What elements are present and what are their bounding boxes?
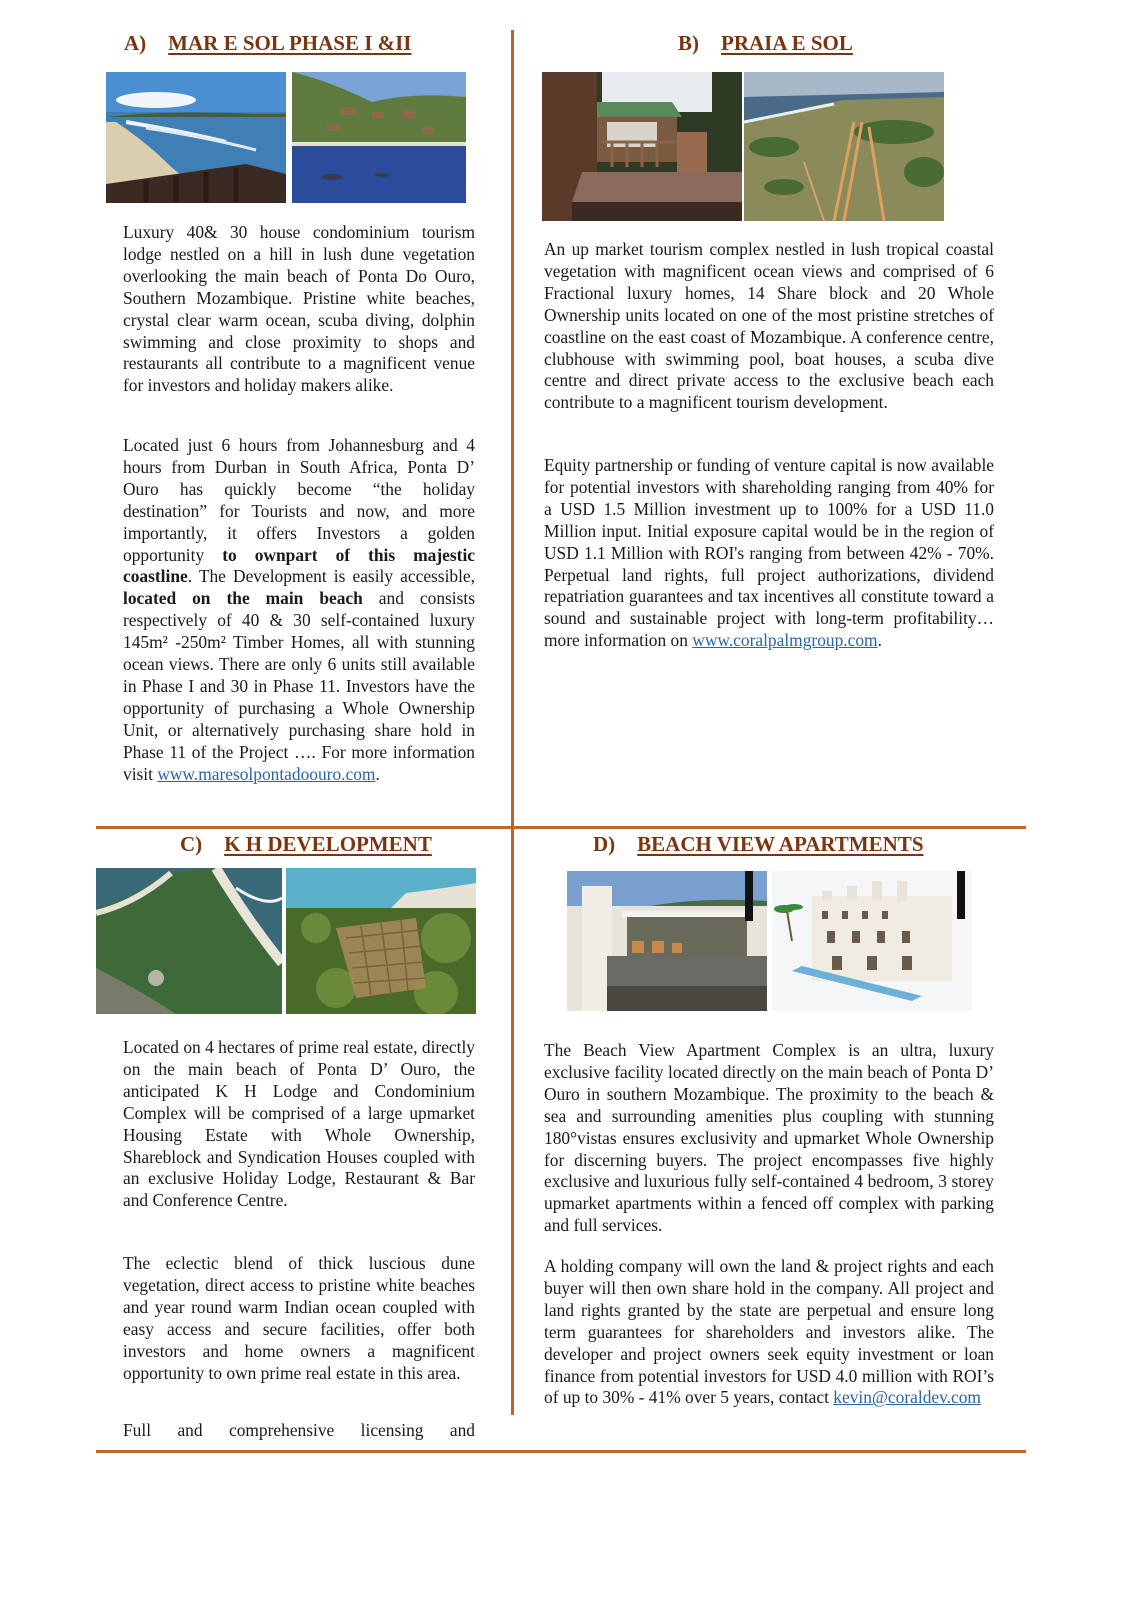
- section-a-title: MAR E SOL PHASE I &II: [168, 31, 412, 55]
- apartment-terrace-render: [567, 871, 767, 1011]
- section-b-title: PRAIA E SOL: [721, 31, 853, 55]
- section-d-p2-text: A holding company will own the land & project rights and each buyer will then own share hold in the company. All project and land rights granted by the state are perpetual and ensure long term guarantees for shareholders and investors alike. The developer and project owners seek equity investment or loan finance from potential investors for USD 4.0 million with ROI’s of up to 30% - 41% over 5 years, contact: [544, 1256, 994, 1408]
- section-c-paragraph-1: [123, 1037, 475, 1212]
- section-b-letter: B): [678, 31, 699, 55]
- horizontal-divider-bottom: [96, 1450, 1026, 1453]
- contact-email-link[interactable]: kevin@coraldev.com: [833, 1387, 981, 1408]
- section-b-p2-end: .: [877, 630, 882, 651]
- apartment-complex-pool-render: [772, 871, 972, 1011]
- section-a-p2-text-2: . The Development is easily accessible,: [187, 566, 475, 587]
- section-d-paragraph-1-text: The Beach View Apartment Complex is an ultra, luxury exclusive facility located directly on the main beach of Ponta D’ Ouro in southern Mozambique. The proximity to the beach & sea and surrounding amenities plus coupling with stunning 180°vistas ensures exclusivity and upmarket Whole Ownership for discerning buyers. The project encompasses five highly exclusive and luxurious fully self-contained 4 bedroom, 3 storey upmarket apartments within a fenced off complex with parking and full services.: [544, 1040, 994, 1236]
- section-a-paragraph-1-text: Luxury 40& 30 house condominium tourism lodge nestled on a hill in lush dune vegetation overlooking the main beach of Ponta Do Ouro, Southern Mozambique. Pristine white beaches, crystal clear warm ocean, scuba diving, dolphin swimming and close proximity to shops and restaurants all contribute to a magnificent venue for investors and holiday makers alike.: [123, 222, 475, 396]
- section-c-paragraph-3-text: Full and comprehensive licensing and: [123, 1420, 475, 1440]
- section-a-p2-text-3: and consists respectively of 40 & 30 self-contained luxury 145m² -250m² Timber Homes, all with stunning ocean views. There are only 6 units still available in Phase I and 30 in Phase 11. Investors have the opportunity of purchasing a Whole Ownership Unit, or alternatively purchasing share hold in Phase 11 of the Project …. For more information visit: [123, 588, 475, 784]
- coralpalm-website-link[interactable]: www.coralpalmgroup.com: [692, 630, 878, 651]
- section-a-heading: [124, 31, 411, 56]
- section-a-p2-bold-2: located on the main beach: [123, 588, 363, 609]
- section-a-p2-end: .: [375, 763, 380, 784]
- section-b-heading: [678, 31, 853, 56]
- aerial-peninsula-photo: [96, 868, 282, 1014]
- vertical-divider: [511, 30, 514, 1415]
- maresol-website-link[interactable]: www.maresolpontadoouro.com: [157, 763, 376, 784]
- aerial-coastline-dirt-road-photo: [744, 72, 944, 221]
- beach-coastline-balcony-photo: [106, 72, 286, 203]
- section-b-paragraph-1-text: An up market tourism complex nestled in lush tropical coastal vegetation with magnificent ocean views and comprised of 6 Fractional luxury homes, 14 Share block and 20 Whole Ownership units located on one of the most pristine stretches of coastline on the east coast of Mozambique. A conference centre, clubhouse with swimming pool, boat houses, a scuba dive centre and direct private access to the exclusive beach each contribute to a magnificent tourism development.: [544, 239, 994, 413]
- hillside-lodges-dolphins-photo: [292, 72, 466, 203]
- section-b-paragraph-1: [544, 239, 994, 414]
- section-b-paragraph-2: [544, 455, 994, 652]
- section-c-title: K H DEVELOPMENT: [224, 832, 432, 856]
- section-d-title: BEACH VIEW APARTMENTS: [637, 832, 924, 856]
- section-b-p2-text: Equity partnership or funding of venture capital is now available for potential investors with shareholding ranging from 40% for a USD 1.5 Million investment up to 100% for a USD 11.0 Million input. Initial exposure capital would be in the region of USD 1.1 Million with ROI's ranging from between 42% - 70%. Perpetual land rights, full project authorizations, dividend repatriation guarantees and tax incentives all constitute toward a sound and sustainable project with long-term profitability…more information on: [544, 455, 994, 651]
- section-a-paragraph-2: [123, 435, 475, 786]
- dune-vegetation-structure-photo: [286, 868, 476, 1014]
- section-c-letter: C): [180, 832, 203, 856]
- section-c-paragraph-2-text: The eclectic blend of thick luscious dune vegetation, direct access to pristine white beaches and year round warm Indian ocean coupled with easy access and secure facilities, offer both investors and home owners a magnificent opportunity to own prime real estate in this area.: [123, 1253, 475, 1383]
- section-d-letter: D): [593, 832, 616, 856]
- section-c-paragraph-3: [123, 1420, 475, 1442]
- section-c-paragraph-1-text: Located on 4 hectares of prime real estate, directly on the main beach of Ponta D’ Ouro, the anticipated K H Lodge and Condominium Complex will be comprised of a large upmarket Housing Estate with Whole Ownership, Shareblock and Syndication Houses coupled with an exclusive Holiday Lodge, Restaurant & Bar and Conference Centre.: [123, 1037, 475, 1211]
- section-c-paragraph-2: [123, 1253, 475, 1384]
- horizontal-divider-middle: [96, 826, 1026, 829]
- section-d-paragraph-1: [544, 1040, 994, 1237]
- section-d-heading: [593, 832, 924, 857]
- section-c-heading: [180, 832, 432, 857]
- section-d-paragraph-2: [544, 1256, 994, 1409]
- section-a-p2-bold-1: to ownpart of this majestic coastline: [123, 544, 475, 587]
- timber-house-deck-photo: [542, 72, 742, 221]
- section-a-letter: A): [124, 31, 147, 55]
- section-a-p2-text-1: Located just 6 hours from Johannesburg and 4 hours from Durban in South Africa, Ponta D’ Ouro has quickly become “the holiday destination” for Tourists and now, and more importantly, it offers Investors a golden opportunity: [123, 435, 475, 565]
- section-a-paragraph-1: [123, 222, 475, 397]
